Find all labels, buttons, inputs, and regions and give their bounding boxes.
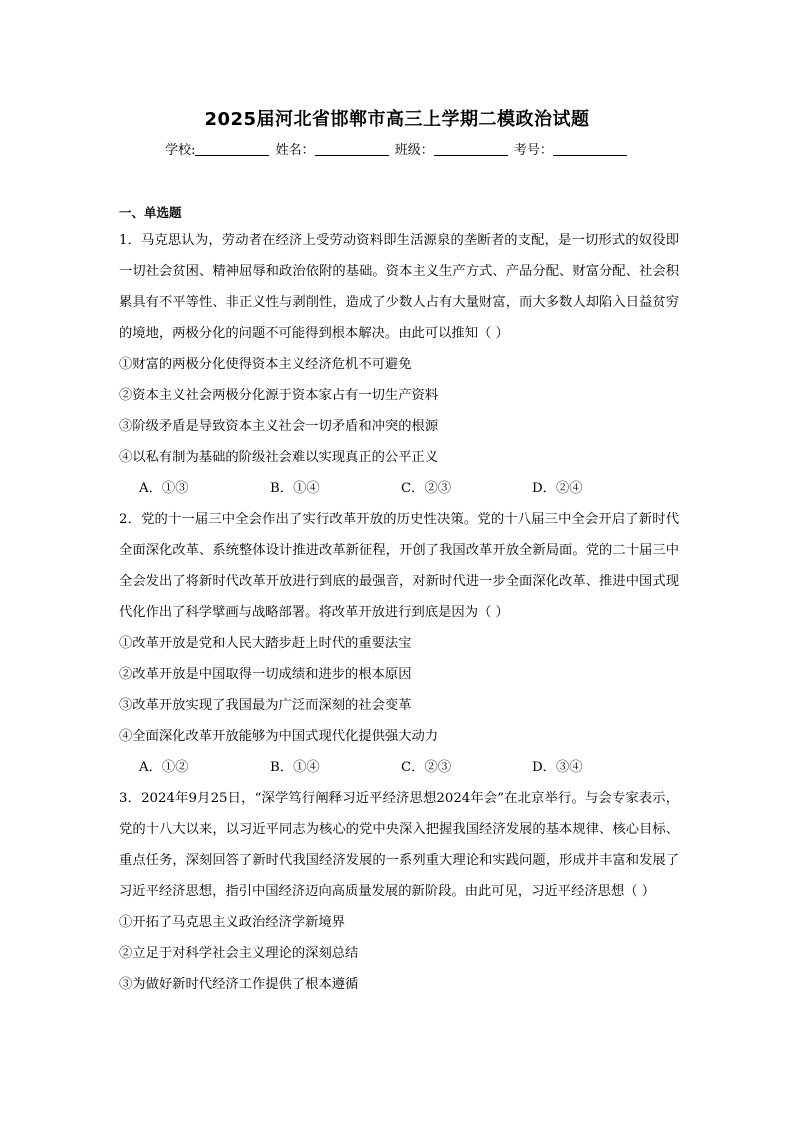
answer-choice-d[interactable]: D．②④ — [532, 481, 583, 496]
statement-option: ②改革开放是中国取得一切成绩和进步的根本原因 — [119, 667, 412, 682]
section-heading: 一、单选题 — [119, 205, 182, 220]
statement-option: ②资本主义社会两极分化源于资本家占有一切生产资料 — [119, 388, 439, 403]
name-label: 姓名： — [275, 143, 315, 158]
statement-option: ③改革开放实现了我国最为广泛而深刻的社会变革 — [119, 698, 412, 713]
question-stem: 2．党的十一届三中全会作出了实行改革开放的历史性决策。党的十八届三中全会开启了新时代全面深化改革、系统整体设计推进改革新征程，开创了我国改革开放全新局面。党的二十届三中全会发出了将新时代改革开放进行到底的最强音，对新时代进一步全面深化改革、推进中国式现代化作出了科学擘画与战略部署。将改革开放进行到底是因为（ ） — [119, 512, 679, 620]
answer-choice-d[interactable]: D．③④ — [532, 760, 583, 775]
statement-option: ②立足于对科学社会主义理论的深刻总结 — [119, 946, 359, 961]
answer-choices — [119, 752, 679, 783]
exam-number-label: 考号： — [513, 143, 553, 158]
answer-choice-a[interactable]: A．①② — [139, 760, 189, 775]
answer-choice-c[interactable]: C．②③ — [401, 760, 452, 775]
question-1 — [119, 225, 679, 504]
statement-option: ③阶级矛盾是导致资本主义社会一切矛盾和冲突的根源 — [119, 419, 439, 434]
name-field — [276, 139, 391, 158]
exam-number-blank — [553, 143, 627, 156]
statement-option: ①改革开放是党和人民大踏步赶上时代的重要法宝 — [119, 636, 412, 651]
school-label: 学校: — [165, 143, 196, 158]
class-blank — [434, 143, 508, 156]
class-label: 班级： — [394, 143, 434, 158]
answer-choice-b[interactable]: B．①④ — [270, 760, 320, 775]
school-field — [165, 139, 271, 158]
page-title: 2025届河北省邯郸市高三上学期二模政治试题 — [204, 109, 590, 130]
exam-number-field — [514, 139, 629, 158]
questions-area — [119, 225, 679, 1000]
statement-option: ①财富的两极分化使得资本主义经济危机不可避免 — [119, 357, 412, 372]
answer-choice-b[interactable]: B．①④ — [270, 481, 320, 496]
question-2 — [119, 504, 679, 783]
question-stem: 3．2024年9月25日，“深学笃行阐释习近平经济思想2024年会”在北京举行。与会专家表示，党的十八大以来，以习近平同志为核心的党中央深入把握我国经济发展的基本规律、核心目标、重点任务，深刻回答了新时代我国经济发展的一系列重大理论和实践问题，形成并丰富和发展了习近平经济思想，指引中国经济迈向高质量发展的新阶段。由此可见，习近平经济思想（ ） — [119, 791, 679, 899]
class-field — [395, 139, 510, 158]
answer-choice-c[interactable]: C．②③ — [401, 481, 452, 496]
student-info-line — [0, 139, 794, 158]
statement-option: ①开拓了马克思主义政治经济学新境界 — [119, 915, 346, 930]
statement-option: ④以私有制为基础的阶级社会难以实现真正的公平正义 — [119, 450, 439, 465]
answer-choice-a[interactable]: A．①③ — [139, 481, 189, 496]
name-blank — [315, 143, 389, 156]
question-stem: 1．马克思认为，劳动者在经济上受劳动资料即生活源泉的垄断者的支配，是一切形式的奴役即一切社会贫困、精神屈辱和政治依附的基础。资本主义生产方式、产品分配、财富分配、社会积累具有不平等性、非正义性与剥削性，造成了少数人占有大量财富，而大多数人却陷入日益贫穷的境地，两极分化的问题不可能得到根本解决。由此可以推知（ ） — [119, 233, 679, 341]
answer-choices — [119, 473, 679, 504]
school-blank — [195, 143, 269, 156]
question-3 — [119, 783, 679, 1000]
statement-option: ③为做好新时代经济工作提供了根本遵循 — [119, 977, 359, 992]
statement-option: ④全面深化改革开放能够为中国式现代化提供强大动力 — [119, 729, 439, 744]
